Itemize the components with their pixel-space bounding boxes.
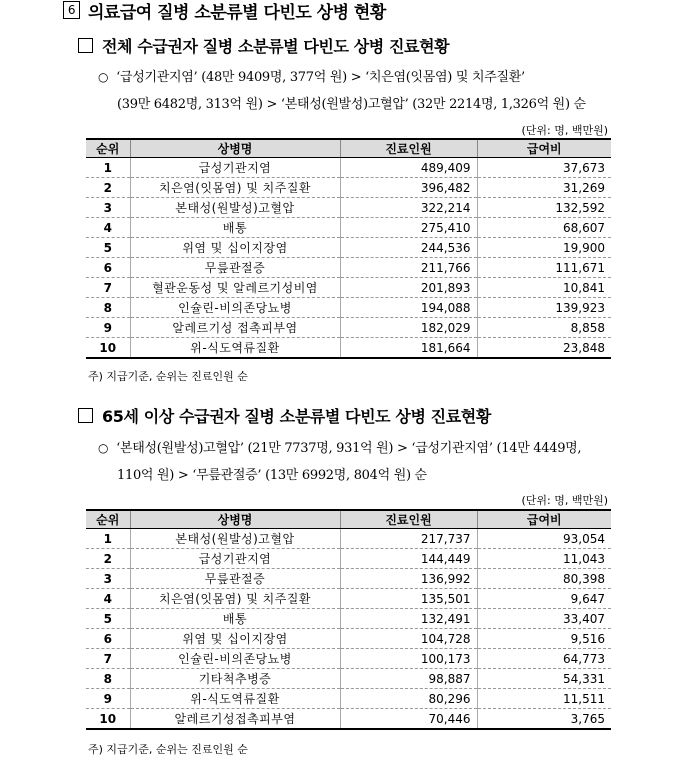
patients-cell: 100,173 — [340, 649, 477, 669]
table-row — [86, 298, 611, 318]
table-row — [86, 278, 611, 298]
patients-cell: 132,491 — [340, 609, 477, 629]
cost-cell: 37,673 — [477, 158, 611, 178]
patients-cell: 201,893 — [340, 278, 477, 298]
rank-cell: 10 — [86, 709, 130, 730]
table-row — [86, 669, 611, 689]
square-bullet-icon — [78, 38, 93, 53]
cost-cell: 9,516 — [477, 629, 611, 649]
patients-cell: 489,409 — [340, 158, 477, 178]
table1-note: 주) 지급기준, 순위는 진료인원 순 — [88, 370, 248, 383]
cost-cell: 31,269 — [477, 178, 611, 198]
disease-name-cell: 위염 및 십이지장염 — [130, 238, 340, 258]
section-title-text: 의료급여 질병 소분류별 다빈도 상병 현황 — [88, 2, 386, 23]
column-header-disease: 상병명 — [130, 139, 340, 158]
rank-cell: 5 — [86, 238, 130, 258]
cost-cell: 68,607 — [477, 218, 611, 238]
disease-name-cell: 배통 — [130, 609, 340, 629]
patients-cell: 135,501 — [340, 589, 477, 609]
patients-cell: 275,410 — [340, 218, 477, 238]
patients-cell: 70,446 — [340, 709, 477, 730]
rank-cell: 9 — [86, 689, 130, 709]
rank-cell: 6 — [86, 629, 130, 649]
disease-name-cell: 인슐린-비의존당뇨병 — [130, 298, 340, 318]
disease-name-cell: 무릎관절증 — [130, 258, 340, 278]
patients-cell: 244,536 — [340, 238, 477, 258]
table-row — [86, 589, 611, 609]
cost-cell: 33,407 — [477, 609, 611, 629]
table2-summary-line2: 110억 원) > ‘무릎관절증’ (13만 6992명, 804억 원) 순 — [117, 468, 427, 483]
disease-name-cell: 위-식도역류질환 — [130, 689, 340, 709]
table-row — [86, 709, 611, 730]
table-row — [86, 549, 611, 569]
disease-name-cell: 알레르기성접촉피부염 — [130, 709, 340, 730]
rank-cell: 8 — [86, 298, 130, 318]
table-row — [86, 689, 611, 709]
rank-cell: 1 — [86, 158, 130, 178]
disease-name-cell: 치은염(잇몸염) 및 치주질환 — [130, 178, 340, 198]
rank-cell: 9 — [86, 318, 130, 338]
patients-cell: 211,766 — [340, 258, 477, 278]
patients-cell: 80,296 — [340, 689, 477, 709]
rank-cell: 6 — [86, 258, 130, 278]
rank-cell: 10 — [86, 338, 130, 359]
cost-cell: 139,923 — [477, 298, 611, 318]
section-title — [63, 0, 386, 23]
circle-bullet-icon: ○ — [98, 70, 109, 84]
cost-cell: 64,773 — [477, 649, 611, 669]
rank-cell: 7 — [86, 278, 130, 298]
column-header-patients: 진료인원 — [340, 510, 477, 529]
rank-cell: 4 — [86, 218, 130, 238]
rank-cell: 7 — [86, 649, 130, 669]
table1-summary-line2: (39만 6482명, 313억 원) > ‘본태성(원발성)고혈압’ (32만 2214명, 1,326억 원) 순 — [117, 97, 586, 112]
table1 — [86, 138, 611, 359]
rank-cell: 8 — [86, 669, 130, 689]
disease-name-cell: 급성기관지염 — [130, 158, 340, 178]
table2-summary-text1: ‘본태성(원발성)고혈압’ (21만 7737명, 931억 원) > ‘급성기관지염’ (14만 4449명, — [116, 441, 582, 456]
table1-heading — [78, 34, 449, 57]
patients-cell: 144,449 — [340, 549, 477, 569]
table1-summary-line1 — [98, 66, 525, 85]
cost-cell: 10,841 — [477, 278, 611, 298]
table1-unit: (단위: 명, 백만원) — [521, 124, 608, 137]
disease-name-cell: 급성기관지염 — [130, 549, 340, 569]
patients-cell: 104,728 — [340, 629, 477, 649]
table-row — [86, 529, 611, 549]
disease-name-cell: 위염 및 십이지장염 — [130, 629, 340, 649]
cost-cell: 93,054 — [477, 529, 611, 549]
disease-name-cell: 위-식도역류질환 — [130, 338, 340, 359]
table-row — [86, 318, 611, 338]
cost-cell: 11,043 — [477, 549, 611, 569]
column-header-rank: 순위 — [86, 139, 130, 158]
square-bullet-icon — [78, 408, 93, 423]
disease-name-cell: 인슐린-비의존당뇨병 — [130, 649, 340, 669]
disease-name-cell: 기타척추병증 — [130, 669, 340, 689]
table1-header-row — [86, 139, 611, 158]
table1-heading-text: 전체 수급권자 질병 소분류별 다빈도 상병 진료현황 — [102, 37, 450, 56]
disease-name-cell: 무릎관절증 — [130, 569, 340, 589]
patients-cell: 217,737 — [340, 529, 477, 549]
table2-header-row — [86, 510, 611, 529]
disease-name-cell: 혈관운동성 및 알레르기성비염 — [130, 278, 340, 298]
rank-cell: 2 — [86, 549, 130, 569]
cost-cell: 54,331 — [477, 669, 611, 689]
cost-cell: 19,900 — [477, 238, 611, 258]
rank-cell: 5 — [86, 609, 130, 629]
section-number: 6 — [63, 1, 80, 19]
column-header-disease: 상병명 — [130, 510, 340, 529]
disease-name-cell: 본태성(원발성)고혈압 — [130, 529, 340, 549]
disease-name-cell: 알레르기성 접촉피부염 — [130, 318, 340, 338]
table-row — [86, 178, 611, 198]
table2-heading — [78, 404, 491, 427]
patients-cell: 194,088 — [340, 298, 477, 318]
patients-cell: 396,482 — [340, 178, 477, 198]
table-row — [86, 569, 611, 589]
disease-name-cell: 치은염(잇몸염) 및 치주질환 — [130, 589, 340, 609]
patients-cell: 181,664 — [340, 338, 477, 359]
patients-cell: 322,214 — [340, 198, 477, 218]
column-header-cost: 급여비 — [477, 510, 611, 529]
rank-cell: 3 — [86, 198, 130, 218]
table-row — [86, 158, 611, 178]
column-header-patients: 진료인원 — [340, 139, 477, 158]
rank-cell: 2 — [86, 178, 130, 198]
cost-cell: 3,765 — [570, 711, 605, 726]
table1-summary-text1: ‘급성기관지염’ (48만 9409명, 377억 원) > ‘치은염(잇몸염) 및 치주질환’ — [116, 70, 525, 85]
table-row — [86, 198, 611, 218]
table-row — [86, 338, 611, 359]
rank-cell: 3 — [86, 569, 130, 589]
cost-cell: 9,647 — [477, 589, 611, 609]
rank-cell: 4 — [86, 589, 130, 609]
cost-cell: 23,848 — [563, 340, 605, 355]
table-row — [86, 258, 611, 278]
table2-heading-text: 65세 이상 수급권자 질병 소분류별 다빈도 상병 진료현황 — [102, 407, 491, 426]
table-row — [86, 238, 611, 258]
table-row — [86, 609, 611, 629]
disease-name-cell: 배통 — [130, 218, 340, 238]
patients-cell: 98,887 — [340, 669, 477, 689]
rank-cell: 1 — [86, 529, 130, 549]
circle-bullet-icon: ○ — [98, 441, 109, 455]
column-header-rank: 순위 — [86, 510, 130, 529]
disease-name-cell: 본태성(원발성)고혈압 — [130, 198, 340, 218]
table2-summary-line1 — [98, 437, 581, 456]
patients-cell: 136,992 — [340, 569, 477, 589]
table-row — [86, 649, 611, 669]
patients-cell: 182,029 — [340, 318, 477, 338]
table-row — [86, 629, 611, 649]
cost-cell: 8,858 — [477, 318, 611, 338]
cost-cell: 111,671 — [477, 258, 611, 278]
table-row — [86, 218, 611, 238]
cost-cell: 132,592 — [477, 198, 611, 218]
cost-cell: 80,398 — [477, 569, 611, 589]
table2-note: 주) 지급기준, 순위는 진료인원 순 — [88, 743, 248, 756]
table2-unit: (단위: 명, 백만원) — [521, 494, 608, 507]
column-header-cost: 급여비 — [477, 139, 611, 158]
table2 — [86, 509, 611, 730]
cost-cell: 11,511 — [477, 689, 611, 709]
